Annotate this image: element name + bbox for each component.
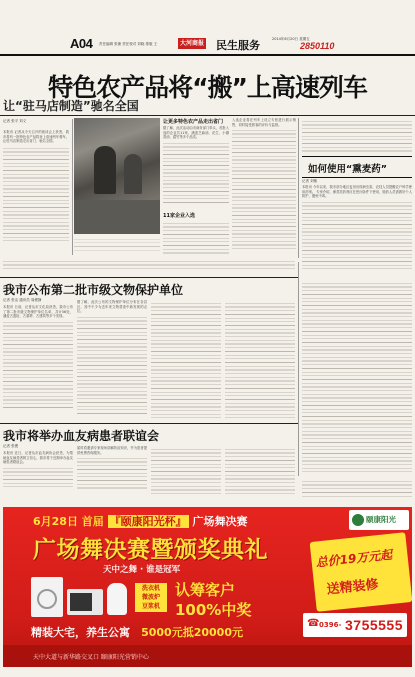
cultural-paragraph: 本报讯 日前，记者从市文化局获悉，我市公布了第二批市级文物保护单位名单，共计56处，涵盖古遗址、古墓葬、古建筑等多个类别。 [3,305,73,318]
column-divider [298,262,299,476]
cultural-byline: 记者 张洁 通讯员 周俊静 [3,298,42,302]
lead-col-2-text [163,126,229,210]
side-byline: 记者 刘敏 [302,179,318,183]
side-top-text [302,118,412,154]
phone-box [303,613,407,637]
side-lower-text [302,280,412,474]
text-lines [77,314,147,414]
cultural-col-2 [77,300,147,419]
photo-figure [94,146,116,194]
hemophilia-paragraph: 届时将邀请专家现场讲解防治知识，并为患者提供免费咨询服务。 [77,446,147,455]
text-lines [3,145,69,243]
ad-banner [3,507,412,667]
masthead [0,0,415,60]
lead-col-2b-text [163,220,229,255]
text-lines [3,465,73,487]
column-divider [72,119,73,255]
ad-date: 6月28日 首届 [33,515,104,528]
text-lines [302,280,412,472]
lead-paragraph: 入选企业将在列车上设立专柜进行展示销售，同时接受旅客的评价与监督。 [232,118,296,127]
photo-caption [74,236,160,254]
washer-door-icon [37,589,57,609]
ad-top-line [33,513,247,529]
prize-badge [310,532,412,612]
ad-subbanner: 天中之舞 · 谁是冠军 [103,565,181,575]
appliance-soymilk-icon [107,583,127,615]
ad-slogan-bar [31,621,291,638]
cultural-paragraph: 据了解，此次公布的文物保护单位分布在各县区，其中不少为近年来文物普查中新发现的点位。 [77,300,147,313]
hotline-number: 2850110 [300,41,335,51]
text-lines [151,446,221,496]
hemophilia-col-1 [3,451,73,497]
text-lines [302,478,412,497]
cultural-col-4 [225,300,295,419]
hemophilia-byline: 记者 张俊 [3,444,19,448]
page-number: A04 [70,36,93,51]
lead-paragraph: 本报讯 记者从今天召开的座谈会上获悉，我市将有一批特色农产品将登上高速列车餐车，让驻马店制造走出省门、驰名全国。 [3,130,69,143]
hemophilia-col-4 [225,446,295,497]
text-lines [151,300,221,418]
lead-rule [0,115,415,116]
column-divider [298,118,299,258]
hemophilia-headline: 我市将举办血友病患者联谊会 [3,429,160,443]
appliance-tags [135,583,167,612]
hemophilia-paragraph: 本报讯 近日，记者从市血友病协会获悉，为帮助血友病患者树立信心，我市将于近期举办血友病患者联谊会。 [3,451,73,464]
appliance-tag: 豆浆机 [141,603,160,610]
photo-figure [124,154,142,194]
cultural-headline: 我市公布第二批市级文物保护单位 [3,283,184,297]
appliance-microwave-icon [67,589,103,615]
side-title-box [302,156,412,178]
lead-col-1-text [3,130,69,253]
side-paragraph: 本报讯 今年以来，我市部分地区麦田出现病虫害，农技人员提醒农户科学使用药剂。 [302,185,412,194]
appliance-washer-icon [31,577,63,617]
lead-photo [74,118,160,234]
phone-number: 3755555 [345,617,404,633]
text-lines [163,220,229,254]
text-lines [225,300,295,418]
text-lines [77,455,147,491]
brand-name: 颐康阳光 [366,515,396,524]
text-lines [225,446,295,496]
text-lines [74,236,160,252]
ad-footer-bar [3,645,412,667]
ad-cup: 颐康阳光杯 [120,515,176,528]
side-bottom-text [302,478,412,498]
hemophilia-col-3 [151,446,221,497]
lead-continuation [3,258,295,274]
issue-date: 2014年6月20日 星期五 [272,37,310,41]
cultural-col-1 [3,305,73,419]
appliance-tag: 微波炉 [141,594,160,601]
section-rule [0,423,298,424]
text-lines [302,199,412,269]
lead-byline: 记者 张平 刘义 [3,119,27,123]
side-column [302,118,412,276]
lead-subhead: 让“驻马店制造”驰名全国 [3,99,139,113]
side-paragraph: 专家介绍，熏蒸类药剂应在密闭条件下使用，施药人员需做好个人防护，避免中毒。 [302,189,412,198]
hemophilia-col-2 [77,446,147,497]
lead-paragraph: 据了解，此次活动由市商务部门牵头，首批入选的企业共11家，涵盖芝麻油、花生、小磨香油、腐竹等多个品类。 [163,126,229,139]
section-heading-2: 11家企业入选 [163,213,195,219]
paper-logo [178,38,206,49]
ad-brand [349,510,409,530]
gift-line-2: 100%中奖 [175,601,252,619]
phone-prefix: 0396- [319,621,342,629]
ad-main-title: 广场舞决赛暨颁奖典礼 [33,537,268,563]
microwave-window-icon [70,593,92,611]
text-lines [232,127,296,249]
gift-line-1: 认筹客户 [175,581,236,599]
editor-line: 责任编辑 张兼 责任校对 刘晓 排版 王 [99,42,158,46]
ad-slogan: 精装大宅，养生公寓 [31,626,130,639]
section-name: 民生服务 [216,39,260,52]
text-lines [302,118,412,152]
ad-top-rest: 广场舞决赛 [192,515,248,528]
ad-footer-note: 天中大道与新华路交叉口 颐康阳光营销中心 [33,654,149,661]
side-text [302,185,412,276]
phone-icon: ☎ [307,618,320,629]
ad-cup-name: 『颐康阳光杯』 [109,515,187,528]
text-lines [3,319,73,409]
lead-headline: 特色农产品将“搬”上高速列车 [48,73,367,102]
section-rule [0,277,298,278]
photo-table [74,200,160,234]
brand-logo-icon [352,514,364,526]
masthead-rule [0,54,415,56]
section-heading-1: 让更多特色农产品走出省门 [163,119,224,125]
side-title: 如何使用“熏麦药” [308,164,387,175]
text-lines [3,258,295,272]
cultural-col-3 [151,300,221,419]
prize-amount: 总价19万元起 [315,547,393,570]
paper-name: 大河商报 [180,40,205,47]
lead-col-3-text [232,118,296,255]
prize-sub: 送精装修 [325,577,380,598]
appliance-tag: 洗衣机 [141,585,160,592]
text-lines [163,140,229,206]
ad-price-line: 5000元抵20000元 [141,626,243,639]
